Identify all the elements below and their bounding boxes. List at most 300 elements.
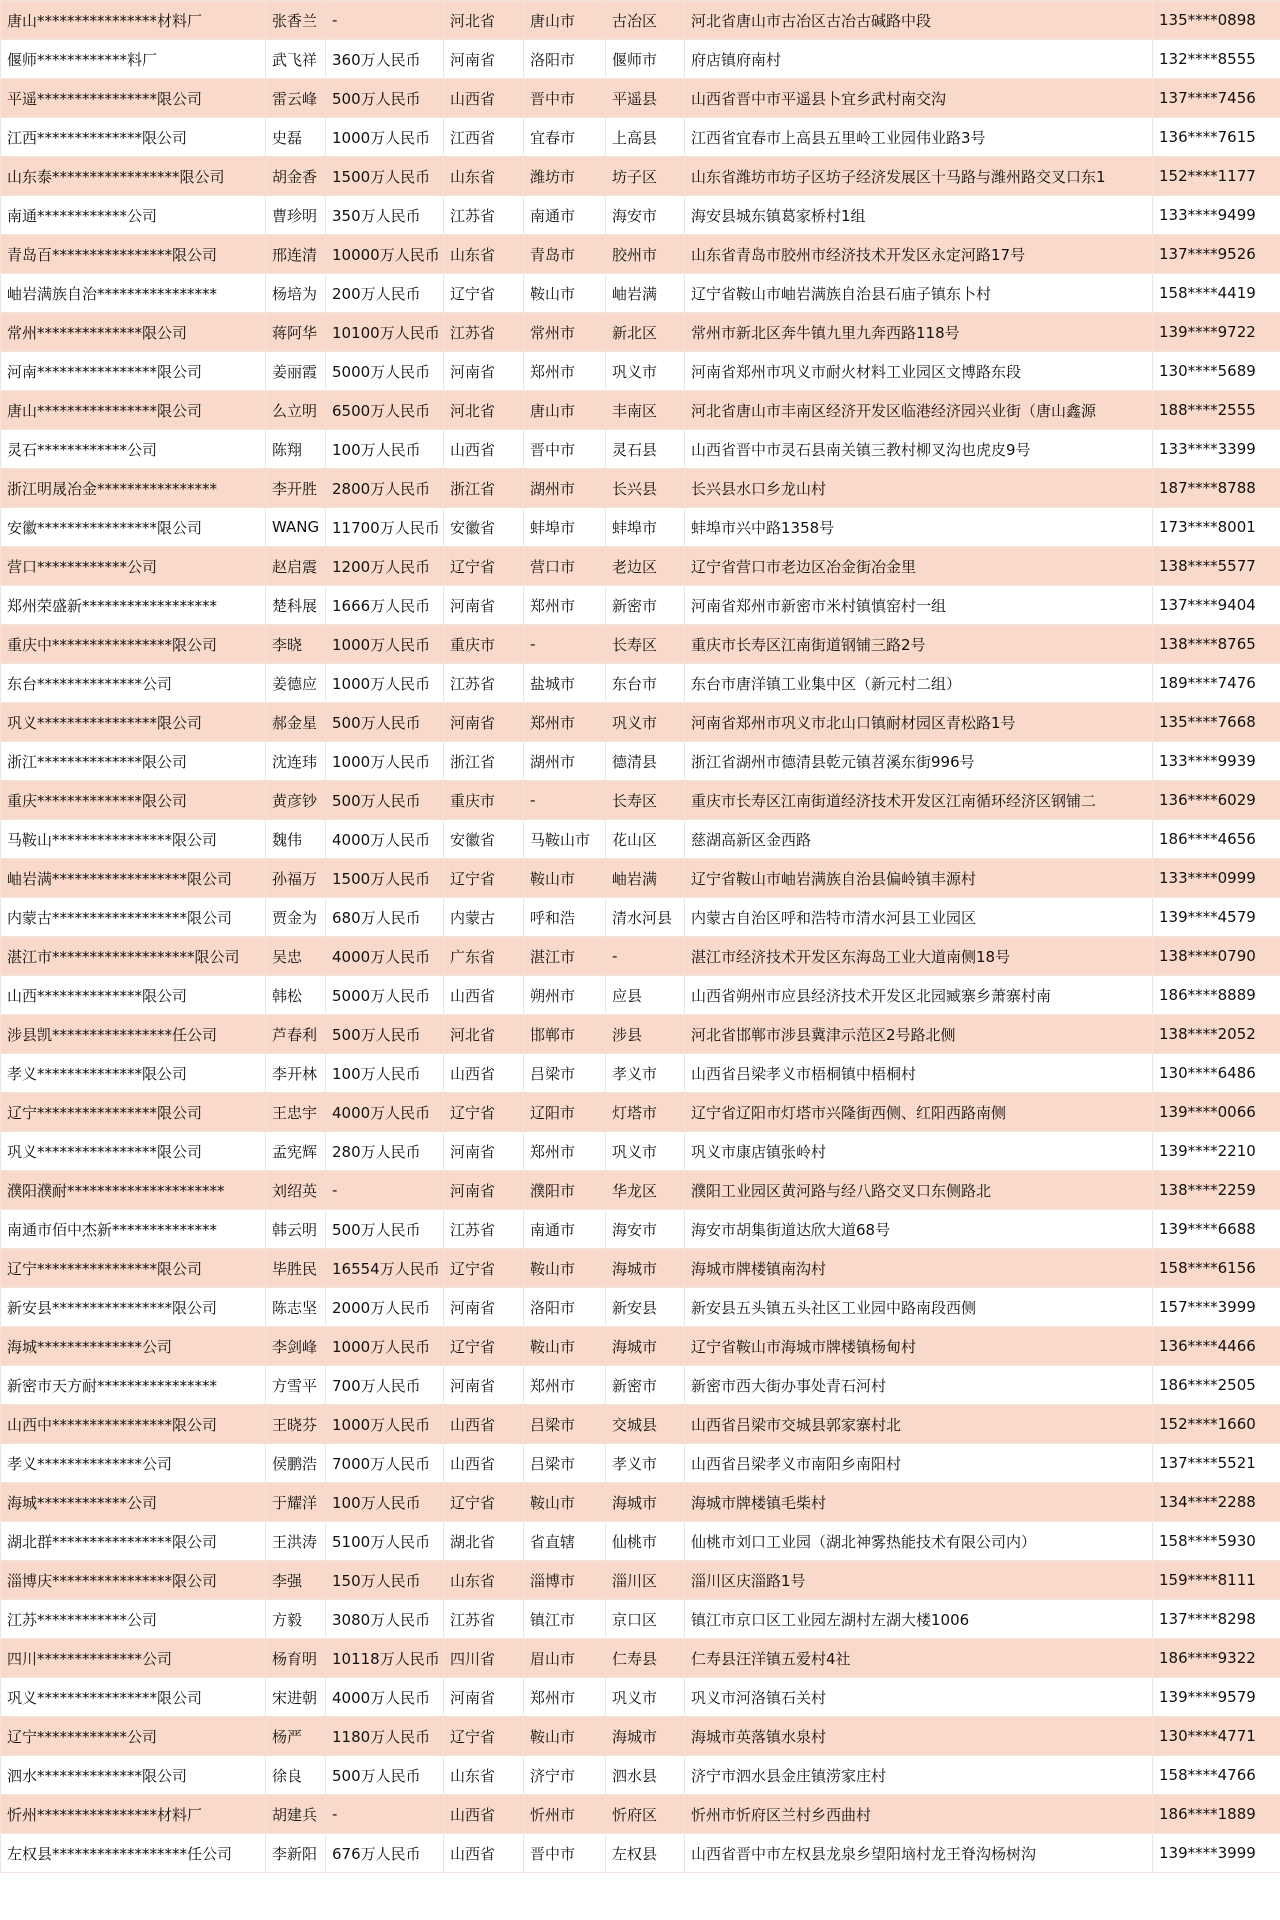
- contact-name-cell: 王洪涛: [266, 1522, 326, 1561]
- contact-name-cell: 芦春利: [266, 1015, 326, 1054]
- company-name-cell: 辽宁************公司: [1, 1717, 266, 1756]
- table-row: [1, 118, 1280, 157]
- table-row: [1, 976, 1280, 1015]
- address-cell: 河北省邯郸市涉县冀津示范区2号路北侧: [685, 1015, 1153, 1054]
- table-row: [1, 1717, 1280, 1756]
- city-cell: 鞍山市: [524, 1717, 606, 1756]
- district-cell: 德清县: [606, 742, 685, 781]
- province-cell: 浙江省: [444, 469, 524, 508]
- company-name-cell: 海城************公司: [1, 1483, 266, 1522]
- company-table-body: [1, 1, 1280, 1873]
- province-cell: 辽宁省: [444, 1483, 524, 1522]
- district-cell: 巩义市: [606, 352, 685, 391]
- district-cell: 新北区: [606, 313, 685, 352]
- phone-cell: 130****4771: [1153, 1717, 1280, 1756]
- address-cell: 府店镇府南村: [685, 40, 1153, 79]
- phone-cell: 139****3999: [1153, 1834, 1280, 1873]
- phone-cell: 138****2052: [1153, 1015, 1280, 1054]
- district-cell: 新密市: [606, 1366, 685, 1405]
- city-cell: 唐山市: [524, 391, 606, 430]
- address-cell: 海城市牌楼镇毛柴村: [685, 1483, 1153, 1522]
- address-cell: 河北省唐山市丰南区经济开发区临港经济园兴业街（唐山鑫源: [685, 391, 1153, 430]
- city-cell: 营口市: [524, 547, 606, 586]
- province-cell: 山西省: [444, 976, 524, 1015]
- table-row: [1, 1327, 1280, 1366]
- table-row: [1, 859, 1280, 898]
- registered-capital-cell: 500万人民币: [326, 1015, 444, 1054]
- registered-capital-cell: 1000万人民币: [326, 1405, 444, 1444]
- district-cell: 孝义市: [606, 1444, 685, 1483]
- contact-name-cell: 方毅: [266, 1600, 326, 1639]
- district-cell: 偃师市: [606, 40, 685, 79]
- table-row: [1, 586, 1280, 625]
- city-cell: 郑州市: [524, 1366, 606, 1405]
- district-cell: 新密市: [606, 586, 685, 625]
- registered-capital-cell: 5100万人民币: [326, 1522, 444, 1561]
- company-name-cell: 新安县****************限公司: [1, 1288, 266, 1327]
- registered-capital-cell: 350万人民币: [326, 196, 444, 235]
- contact-name-cell: 孙福万: [266, 859, 326, 898]
- company-name-cell: 山西中****************限公司: [1, 1405, 266, 1444]
- company-name-cell: 孝义**************限公司: [1, 1054, 266, 1093]
- district-cell: 灯塔市: [606, 1093, 685, 1132]
- registered-capital-cell: 1000万人民币: [326, 1327, 444, 1366]
- company-name-cell: 山东泰*****************限公司: [1, 157, 266, 196]
- province-cell: 湖北省: [444, 1522, 524, 1561]
- address-cell: 山东省青岛市胶州市经济技术开发区永定河路17号: [685, 235, 1153, 274]
- province-cell: 内蒙古: [444, 898, 524, 937]
- phone-cell: 186****8889: [1153, 976, 1280, 1015]
- contact-name-cell: 胡建兵: [266, 1795, 326, 1834]
- phone-cell: 173****8001: [1153, 508, 1280, 547]
- phone-cell: 136****7615: [1153, 118, 1280, 157]
- district-cell: 长寿区: [606, 781, 685, 820]
- district-cell: 泗水县: [606, 1756, 685, 1795]
- table-row: [1, 1405, 1280, 1444]
- phone-cell: 132****8555: [1153, 40, 1280, 79]
- province-cell: 山西省: [444, 1795, 524, 1834]
- city-cell: 潍坊市: [524, 157, 606, 196]
- company-name-cell: 濮阳濮耐*********************: [1, 1171, 266, 1210]
- table-row: [1, 625, 1280, 664]
- address-cell: 长兴县水口乡龙山村: [685, 469, 1153, 508]
- phone-cell: 137****5521: [1153, 1444, 1280, 1483]
- contact-name-cell: 么立明: [266, 391, 326, 430]
- company-name-cell: 灵石************公司: [1, 430, 266, 469]
- district-cell: 蚌埠市: [606, 508, 685, 547]
- province-cell: 辽宁省: [444, 547, 524, 586]
- registered-capital-cell: 7000万人民币: [326, 1444, 444, 1483]
- registered-capital-cell: 1200万人民币: [326, 547, 444, 586]
- city-cell: 唐山市: [524, 1, 606, 40]
- address-cell: 辽宁省营口市老边区冶金街冶金里: [685, 547, 1153, 586]
- address-cell: 辽宁省鞍山市海城市牌楼镇杨甸村: [685, 1327, 1153, 1366]
- registered-capital-cell: 4000万人民币: [326, 820, 444, 859]
- address-cell: 新密市西大街办事处青石河村: [685, 1366, 1153, 1405]
- contact-name-cell: 陈志坚: [266, 1288, 326, 1327]
- city-cell: 湖州市: [524, 469, 606, 508]
- city-cell: 鞍山市: [524, 1327, 606, 1366]
- registered-capital-cell: 6500万人民币: [326, 391, 444, 430]
- company-name-cell: 岫岩满族自治****************: [1, 274, 266, 313]
- company-name-cell: 岫岩满******************限公司: [1, 859, 266, 898]
- company-name-cell: 唐山****************限公司: [1, 391, 266, 430]
- province-cell: 山西省: [444, 1054, 524, 1093]
- contact-name-cell: 赵启震: [266, 547, 326, 586]
- table-row: [1, 1483, 1280, 1522]
- district-cell: 东台市: [606, 664, 685, 703]
- company-name-cell: 营口************公司: [1, 547, 266, 586]
- table-row: [1, 430, 1280, 469]
- company-name-cell: 江苏************公司: [1, 1600, 266, 1639]
- district-cell: 古冶区: [606, 1, 685, 40]
- registered-capital-cell: 360万人民币: [326, 40, 444, 79]
- registered-capital-cell: 680万人民币: [326, 898, 444, 937]
- province-cell: 山东省: [444, 235, 524, 274]
- city-cell: 郑州市: [524, 352, 606, 391]
- province-cell: 辽宁省: [444, 1093, 524, 1132]
- registered-capital-cell: 500万人民币: [326, 1756, 444, 1795]
- district-cell: 上高县: [606, 118, 685, 157]
- address-cell: 内蒙古自治区呼和浩特市清水河县工业园区: [685, 898, 1153, 937]
- address-cell: 镇江市京口区工业园左湖村左湖大楼1006: [685, 1600, 1153, 1639]
- registered-capital-cell: 100万人民币: [326, 1483, 444, 1522]
- company-name-cell: 海城**************公司: [1, 1327, 266, 1366]
- address-cell: 济宁市泗水县金庄镇涝家庄村: [685, 1756, 1153, 1795]
- city-cell: 盐城市: [524, 664, 606, 703]
- district-cell: 新安县: [606, 1288, 685, 1327]
- table-row: [1, 898, 1280, 937]
- registered-capital-cell: 2000万人民币: [326, 1288, 444, 1327]
- contact-name-cell: 李强: [266, 1561, 326, 1600]
- contact-name-cell: 沈连玮: [266, 742, 326, 781]
- company-name-cell: 辽宁****************限公司: [1, 1093, 266, 1132]
- address-cell: 巩义市康店镇张岭村: [685, 1132, 1153, 1171]
- registered-capital-cell: 100万人民币: [326, 430, 444, 469]
- phone-cell: 186****1889: [1153, 1795, 1280, 1834]
- city-cell: 鞍山市: [524, 1483, 606, 1522]
- registered-capital-cell: 1000万人民币: [326, 742, 444, 781]
- phone-cell: 136****4466: [1153, 1327, 1280, 1366]
- city-cell: 吕梁市: [524, 1444, 606, 1483]
- table-row: [1, 508, 1280, 547]
- district-cell: -: [606, 937, 685, 976]
- registered-capital-cell: 16554万人民币: [326, 1249, 444, 1288]
- district-cell: 京口区: [606, 1600, 685, 1639]
- registered-capital-cell: 1666万人民币: [326, 586, 444, 625]
- province-cell: 河南省: [444, 586, 524, 625]
- province-cell: 安徽省: [444, 508, 524, 547]
- phone-cell: 138****0790: [1153, 937, 1280, 976]
- city-cell: 晋中市: [524, 430, 606, 469]
- contact-name-cell: 胡金香: [266, 157, 326, 196]
- district-cell: 丰南区: [606, 391, 685, 430]
- contact-name-cell: 杨育明: [266, 1639, 326, 1678]
- address-cell: 淄川区庆淄路1号: [685, 1561, 1153, 1600]
- district-cell: 巩义市: [606, 1132, 685, 1171]
- district-cell: 巩义市: [606, 1678, 685, 1717]
- contact-name-cell: 宋进朝: [266, 1678, 326, 1717]
- phone-cell: 139****9722: [1153, 313, 1280, 352]
- province-cell: 安徽省: [444, 820, 524, 859]
- city-cell: 马鞍山市: [524, 820, 606, 859]
- city-cell: 洛阳市: [524, 1288, 606, 1327]
- registered-capital-cell: 700万人民币: [326, 1366, 444, 1405]
- city-cell: -: [524, 781, 606, 820]
- table-row: [1, 547, 1280, 586]
- phone-cell: 137****9404: [1153, 586, 1280, 625]
- district-cell: 老边区: [606, 547, 685, 586]
- city-cell: 郑州市: [524, 1678, 606, 1717]
- district-cell: 长寿区: [606, 625, 685, 664]
- registered-capital-cell: 10100万人民币: [326, 313, 444, 352]
- registered-capital-cell: 10000万人民币: [326, 235, 444, 274]
- table-row: [1, 313, 1280, 352]
- city-cell: 晋中市: [524, 79, 606, 118]
- city-cell: 鞍山市: [524, 859, 606, 898]
- company-name-cell: 忻州****************材料厂: [1, 1795, 266, 1834]
- city-cell: 宜春市: [524, 118, 606, 157]
- company-name-cell: 巩义****************限公司: [1, 1678, 266, 1717]
- contact-name-cell: 李剑峰: [266, 1327, 326, 1366]
- phone-cell: 135****7668: [1153, 703, 1280, 742]
- province-cell: 江西省: [444, 118, 524, 157]
- company-name-cell: 淄博庆****************限公司: [1, 1561, 266, 1600]
- province-cell: 河北省: [444, 391, 524, 430]
- district-cell: 华龙区: [606, 1171, 685, 1210]
- address-cell: 山东省潍坊市坊子区坊子经济发展区十马路与潍州路交叉口东1: [685, 157, 1153, 196]
- contact-name-cell: 方雪平: [266, 1366, 326, 1405]
- contact-name-cell: 于耀洋: [266, 1483, 326, 1522]
- address-cell: 仙桃市刘口工业园（湖北神雾热能技术有限公司内）: [685, 1522, 1153, 1561]
- district-cell: 坊子区: [606, 157, 685, 196]
- address-cell: 山西省晋中市左权县龙泉乡望阳垴村龙王脊沟杨树沟: [685, 1834, 1153, 1873]
- table-row: [1, 1210, 1280, 1249]
- address-cell: 重庆市长寿区江南街道钢铺三路2号: [685, 625, 1153, 664]
- city-cell: 省直辖: [524, 1522, 606, 1561]
- table-row: [1, 1171, 1280, 1210]
- table-row: [1, 352, 1280, 391]
- registered-capital-cell: 11700万人民币: [326, 508, 444, 547]
- table-row: [1, 1, 1280, 40]
- district-cell: 海城市: [606, 1327, 685, 1366]
- table-row: [1, 1639, 1280, 1678]
- city-cell: 蚌埠市: [524, 508, 606, 547]
- contact-name-cell: 李开胜: [266, 469, 326, 508]
- province-cell: 辽宁省: [444, 274, 524, 313]
- table-row: [1, 1444, 1280, 1483]
- phone-cell: 158****5930: [1153, 1522, 1280, 1561]
- phone-cell: 186****2505: [1153, 1366, 1280, 1405]
- address-cell: 常州市新北区奔牛镇九里九奔西路118号: [685, 313, 1153, 352]
- registered-capital-cell: 500万人民币: [326, 79, 444, 118]
- registered-capital-cell: 4000万人民币: [326, 1093, 444, 1132]
- table-row: [1, 742, 1280, 781]
- phone-cell: 152****1660: [1153, 1405, 1280, 1444]
- phone-cell: 138****5577: [1153, 547, 1280, 586]
- company-name-cell: 平遥****************限公司: [1, 79, 266, 118]
- province-cell: 江苏省: [444, 1600, 524, 1639]
- registered-capital-cell: 4000万人民币: [326, 1678, 444, 1717]
- province-cell: 重庆市: [444, 781, 524, 820]
- registered-capital-cell: 3080万人民币: [326, 1600, 444, 1639]
- table-row: [1, 1522, 1280, 1561]
- phone-cell: 138****8765: [1153, 625, 1280, 664]
- contact-name-cell: 王忠宇: [266, 1093, 326, 1132]
- phone-cell: 130****6486: [1153, 1054, 1280, 1093]
- phone-cell: 139****4579: [1153, 898, 1280, 937]
- province-cell: 山西省: [444, 1405, 524, 1444]
- province-cell: 广东省: [444, 937, 524, 976]
- phone-cell: 134****2288: [1153, 1483, 1280, 1522]
- company-name-cell: 河南****************限公司: [1, 352, 266, 391]
- address-cell: 海城市英落镇水泉村: [685, 1717, 1153, 1756]
- address-cell: 河南省郑州市新密市米村镇慎窑村一组: [685, 586, 1153, 625]
- company-name-cell: 山西**************限公司: [1, 976, 266, 1015]
- district-cell: 海安市: [606, 1210, 685, 1249]
- company-name-cell: 巩义****************限公司: [1, 703, 266, 742]
- province-cell: 辽宁省: [444, 1249, 524, 1288]
- district-cell: 平遥县: [606, 79, 685, 118]
- city-cell: 晋中市: [524, 1834, 606, 1873]
- contact-name-cell: 魏伟: [266, 820, 326, 859]
- registered-capital-cell: 10118万人民币: [326, 1639, 444, 1678]
- contact-name-cell: 张香兰: [266, 1, 326, 40]
- company-name-cell: 内蒙古******************限公司: [1, 898, 266, 937]
- registered-capital-cell: -: [326, 1795, 444, 1834]
- registered-capital-cell: 4000万人民币: [326, 937, 444, 976]
- table-row: [1, 1678, 1280, 1717]
- district-cell: 海城市: [606, 1717, 685, 1756]
- city-cell: 淄博市: [524, 1561, 606, 1600]
- district-cell: 应县: [606, 976, 685, 1015]
- district-cell: 交城县: [606, 1405, 685, 1444]
- address-cell: 巩义市河洛镇石关村: [685, 1678, 1153, 1717]
- province-cell: 辽宁省: [444, 859, 524, 898]
- table-row: [1, 274, 1280, 313]
- phone-cell: 157****3999: [1153, 1288, 1280, 1327]
- phone-cell: 189****7476: [1153, 664, 1280, 703]
- address-cell: 山西省吕梁孝义市南阳乡南阳村: [685, 1444, 1153, 1483]
- phone-cell: 139****0066: [1153, 1093, 1280, 1132]
- address-cell: 山西省晋中市灵石县南关镇三教村柳叉沟也虎皮9号: [685, 430, 1153, 469]
- table-row: [1, 1366, 1280, 1405]
- phone-cell: 187****8788: [1153, 469, 1280, 508]
- company-name-cell: 东台**************公司: [1, 664, 266, 703]
- city-cell: 南通市: [524, 1210, 606, 1249]
- company-name-cell: 江西**************限公司: [1, 118, 266, 157]
- address-cell: 江西省宜春市上高县五里岭工业园伟业路3号: [685, 118, 1153, 157]
- table-row: [1, 1600, 1280, 1639]
- address-cell: 河北省唐山市古冶区古冶古碱路中段: [685, 1, 1153, 40]
- city-cell: 鞍山市: [524, 1249, 606, 1288]
- contact-name-cell: 邢连清: [266, 235, 326, 274]
- district-cell: 涉县: [606, 1015, 685, 1054]
- contact-name-cell: 李晓: [266, 625, 326, 664]
- phone-cell: 137****9526: [1153, 235, 1280, 274]
- contact-name-cell: 楚科展: [266, 586, 326, 625]
- district-cell: 花山区: [606, 820, 685, 859]
- contact-name-cell: 蒋阿华: [266, 313, 326, 352]
- city-cell: 邯郸市: [524, 1015, 606, 1054]
- contact-name-cell: 刘绍英: [266, 1171, 326, 1210]
- address-cell: 海城市牌楼镇南沟村: [685, 1249, 1153, 1288]
- district-cell: 淄川区: [606, 1561, 685, 1600]
- registered-capital-cell: 2800万人民币: [326, 469, 444, 508]
- province-cell: 河南省: [444, 1366, 524, 1405]
- table-row: [1, 781, 1280, 820]
- city-cell: 郑州市: [524, 586, 606, 625]
- company-name-cell: 左权县******************任公司: [1, 1834, 266, 1873]
- address-cell: 河南省郑州市巩义市北山口镇耐材园区青松路1号: [685, 703, 1153, 742]
- registered-capital-cell: 1000万人民币: [326, 625, 444, 664]
- province-cell: 河北省: [444, 1015, 524, 1054]
- registered-capital-cell: 1180万人民币: [326, 1717, 444, 1756]
- company-name-cell: 辽宁****************限公司: [1, 1249, 266, 1288]
- company-name-cell: 四川**************公司: [1, 1639, 266, 1678]
- province-cell: 辽宁省: [444, 1717, 524, 1756]
- city-cell: 吕梁市: [524, 1405, 606, 1444]
- city-cell: 青岛市: [524, 235, 606, 274]
- province-cell: 山东省: [444, 1561, 524, 1600]
- district-cell: 海城市: [606, 1483, 685, 1522]
- company-name-cell: 新密市天方耐****************: [1, 1366, 266, 1405]
- city-cell: 洛阳市: [524, 40, 606, 79]
- company-name-cell: 孝义**************公司: [1, 1444, 266, 1483]
- company-name-cell: 浙江明晟冶金****************: [1, 469, 266, 508]
- table-row: [1, 1795, 1280, 1834]
- table-row: [1, 937, 1280, 976]
- province-cell: 重庆市: [444, 625, 524, 664]
- phone-cell: 139****6688: [1153, 1210, 1280, 1249]
- phone-cell: 133****9939: [1153, 742, 1280, 781]
- city-cell: 辽阳市: [524, 1093, 606, 1132]
- contact-name-cell: 李新阳: [266, 1834, 326, 1873]
- province-cell: 河南省: [444, 40, 524, 79]
- address-cell: 仁寿县汪洋镇五爱村4社: [685, 1639, 1153, 1678]
- district-cell: 岫岩满: [606, 859, 685, 898]
- district-cell: 岫岩满: [606, 274, 685, 313]
- contact-name-cell: WANG: [266, 508, 326, 547]
- contact-name-cell: 武飞祥: [266, 40, 326, 79]
- contact-name-cell: 杨培为: [266, 274, 326, 313]
- district-cell: 海城市: [606, 1249, 685, 1288]
- registered-capital-cell: 200万人民币: [326, 274, 444, 313]
- phone-cell: 152****1177: [1153, 157, 1280, 196]
- phone-cell: 133****3399: [1153, 430, 1280, 469]
- table-row: [1, 235, 1280, 274]
- company-name-cell: 湖北群****************限公司: [1, 1522, 266, 1561]
- registered-capital-cell: 1000万人民币: [326, 118, 444, 157]
- city-cell: 呼和浩: [524, 898, 606, 937]
- phone-cell: 158****4419: [1153, 274, 1280, 313]
- province-cell: 河南省: [444, 1171, 524, 1210]
- phone-cell: 139****2210: [1153, 1132, 1280, 1171]
- province-cell: 河南省: [444, 352, 524, 391]
- province-cell: 山西省: [444, 1834, 524, 1873]
- table-row: [1, 1288, 1280, 1327]
- address-cell: 山西省吕梁市交城县郭家寨村北: [685, 1405, 1153, 1444]
- company-name-cell: 青岛百****************限公司: [1, 235, 266, 274]
- company-name-cell: 重庆中****************限公司: [1, 625, 266, 664]
- district-cell: 清水河县: [606, 898, 685, 937]
- province-cell: 山东省: [444, 1756, 524, 1795]
- phone-cell: 186****4656: [1153, 820, 1280, 859]
- address-cell: 东台市唐洋镇工业集中区（新元村二组）: [685, 664, 1153, 703]
- company-name-cell: 郑州荣盛新******************: [1, 586, 266, 625]
- company-name-cell: 南通************公司: [1, 196, 266, 235]
- address-cell: 蚌埠市兴中路1358号: [685, 508, 1153, 547]
